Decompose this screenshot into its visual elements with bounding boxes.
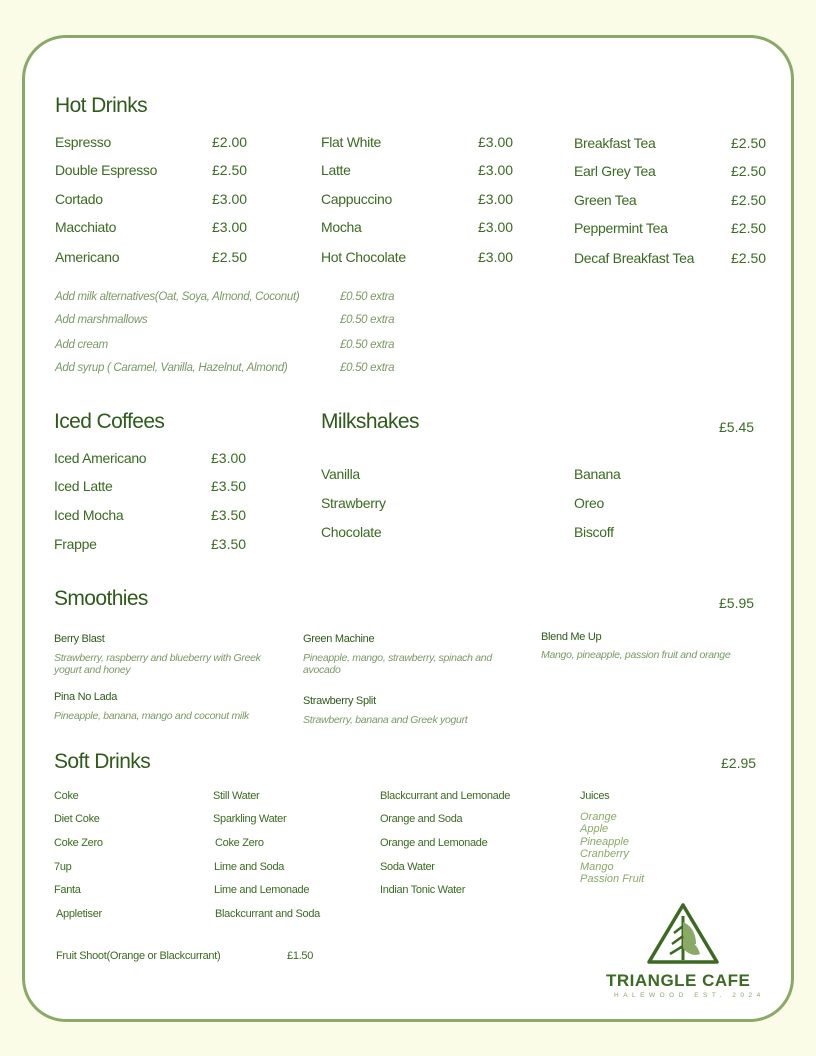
hot-drink-name: Mocha <box>321 219 362 235</box>
soft-drinks-price: £2.95 <box>721 755 757 771</box>
soft-drink-name: Lime and Soda <box>214 861 285 873</box>
extra-name: Add milk alternatives(Oat, Soya, Almond, Coconut) <box>55 291 300 303</box>
hot-drink-name: Latte <box>321 162 351 178</box>
hot-drink-price: £2.00 <box>212 134 248 150</box>
iced-coffee-name: Iced Americano <box>54 450 147 466</box>
hot-drink-name: Hot Chocolate <box>321 249 406 265</box>
milkshake-flavour: Strawberry <box>321 495 386 511</box>
milkshake-flavour: Chocolate <box>321 524 382 540</box>
soft-drink-name: Orange and Soda <box>380 813 463 825</box>
smoothies-price: £5.95 <box>719 595 755 611</box>
hot-drink-name: Cappuccino <box>321 191 392 207</box>
hot-drinks-heading: Hot Drinks <box>55 94 148 117</box>
hot-drink-name: Decaf Breakfast Tea <box>574 250 695 266</box>
milkshake-flavour: Banana <box>574 466 621 482</box>
extra-name: Add marshmallows <box>55 314 148 326</box>
triangle-leaf-icon <box>646 902 720 966</box>
iced-coffee-price: £3.50 <box>211 536 247 552</box>
juice-name: Apple <box>580 823 609 835</box>
hot-drink-price: £2.50 <box>731 250 767 266</box>
iced-coffee-name: Frappe <box>54 536 97 552</box>
iced-coffee-name: Iced Mocha <box>54 507 124 523</box>
soft-drink-name: Lime and Lemonade <box>214 884 310 896</box>
hot-drink-name: Breakfast Tea <box>574 135 656 151</box>
hot-drink-price: £2.50 <box>212 249 248 265</box>
iced-coffees-heading: Iced Coffees <box>54 410 165 433</box>
soft-drink-name: 7up <box>54 861 72 873</box>
soft-drink-name: Coke Zero <box>215 837 264 849</box>
hot-drink-price: £3.00 <box>478 162 514 178</box>
menu-card <box>22 35 794 1022</box>
hot-drink-name: Espresso <box>55 134 111 150</box>
hot-drink-price: £3.00 <box>478 249 514 265</box>
soft-drink-name: Indian Tonic Water <box>380 884 466 896</box>
hot-drink-price: £2.50 <box>731 192 767 208</box>
soft-drink-name: Blackcurrant and Lemonade <box>380 790 511 802</box>
smoothie-desc: Mango, pineapple, passion fruit and orange <box>541 649 731 661</box>
hot-drink-price: £2.50 <box>731 135 767 151</box>
iced-coffee-price: £3.50 <box>211 507 247 523</box>
hot-drink-name: Double Espresso <box>55 162 158 178</box>
soft-drink-name: Orange and Lemonade <box>380 837 488 849</box>
soft-drink-name: Coke <box>54 790 79 802</box>
hot-drink-price: £3.00 <box>478 134 514 150</box>
smoothie-name: Berry Blast <box>54 633 105 645</box>
hot-drink-price: £3.00 <box>478 191 514 207</box>
juice-name: Passion Fruit <box>580 873 645 885</box>
juice-name: Mango <box>580 861 614 873</box>
soft-drink-name: Coke Zero <box>54 837 103 849</box>
soft-drink-name: Blackcurrant and Soda <box>215 908 320 920</box>
hot-drink-price: £2.50 <box>212 162 248 178</box>
milkshake-flavour: Oreo <box>574 495 604 511</box>
extra-price: £0.50 extra <box>340 291 395 303</box>
iced-coffee-name: Iced Latte <box>54 478 113 494</box>
logo-name: TRIANGLE CAFE <box>606 971 751 990</box>
soft-drink-name: Sparkling Water <box>213 813 287 825</box>
milkshakes-price: £5.45 <box>719 419 755 435</box>
hot-drink-name: Peppermint Tea <box>574 220 668 236</box>
extra-price: £0.50 extra <box>340 362 395 374</box>
hot-drink-price: £3.00 <box>212 219 248 235</box>
hot-drink-name: Earl Grey Tea <box>574 163 656 179</box>
juice-name: Orange <box>580 811 617 823</box>
smoothie-desc: Strawberry, raspberry and blueberry with Greek yogurt and honey <box>54 652 261 676</box>
hot-drink-price: £2.50 <box>731 163 767 179</box>
smoothie-name: Green Machine <box>303 633 375 645</box>
hot-drink-name: Macchiato <box>55 219 117 235</box>
extra-name: Add syrup ( Caramel, Vanilla, Hazelnut, Almond) <box>55 362 288 374</box>
juice-name: Pineapple <box>580 836 629 848</box>
fruit-shoot-name: Fruit Shoot(Orange or Blackcurrant) <box>56 950 221 962</box>
smoothie-name: Strawberry Split <box>303 695 376 707</box>
iced-coffee-price: £3.00 <box>211 450 247 466</box>
smoothies-heading: Smoothies <box>54 587 148 610</box>
fruit-shoot-price: £1.50 <box>287 950 314 962</box>
soft-drink-name: Diet Coke <box>54 813 100 825</box>
milkshake-flavour: Vanilla <box>321 466 360 482</box>
hot-drink-name: Green Tea <box>574 192 637 208</box>
hot-drink-name: Americano <box>55 249 120 265</box>
smoothie-desc: Pineapple, banana, mango and coconut milk <box>54 710 249 722</box>
hot-drink-name: Flat White <box>321 134 382 150</box>
soft-drinks-heading: Soft Drinks <box>54 750 151 773</box>
soft-drink-name: Soda Water <box>380 861 435 873</box>
smoothie-desc: Pineapple, mango, strawberry, spinach and avocado <box>303 652 492 676</box>
hot-drink-name: Cortado <box>55 191 103 207</box>
juice-name: Cranberry <box>580 848 629 860</box>
juices-heading: Juices <box>580 790 610 802</box>
smoothie-name: Pina No Lada <box>54 691 118 703</box>
soft-drink-name: Still Water <box>213 790 260 802</box>
hot-drink-price: £3.00 <box>212 191 248 207</box>
logo-tagline: HALEWOOD EST. 2024 <box>614 992 765 999</box>
extra-price: £0.50 extra <box>340 314 395 326</box>
extra-price: £0.50 extra <box>340 339 395 351</box>
hot-drink-price: £2.50 <box>731 220 767 236</box>
iced-coffee-price: £3.50 <box>211 478 247 494</box>
milkshake-flavour: Biscoff <box>574 524 614 540</box>
smoothie-desc: Strawberry, banana and Greek yogurt <box>303 714 468 726</box>
soft-drink-name: Appletiser <box>56 908 102 920</box>
extra-name: Add cream <box>55 339 108 351</box>
smoothie-name: Blend Me Up <box>541 631 602 643</box>
hot-drink-price: £3.00 <box>478 219 514 235</box>
soft-drink-name: Fanta <box>54 884 81 896</box>
milkshakes-heading: Milkshakes <box>321 410 419 433</box>
